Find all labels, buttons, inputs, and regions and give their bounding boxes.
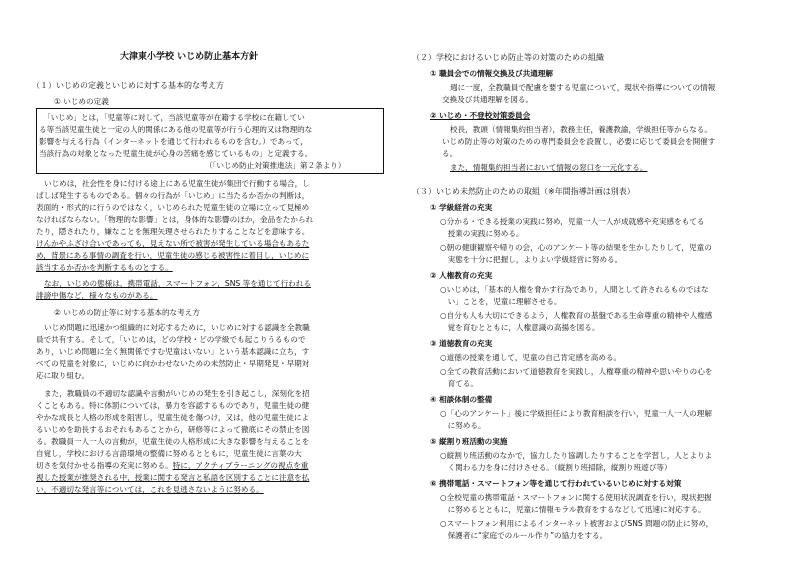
paragraph-line-underlined: けんかやふざけ合いであっても，見えない所で被害が発生している場合もあるた [36,239,310,248]
definition-line: る等当該児童生徒と一定の人的関係にある他の児童等が行う心理的又は物理的な [39,125,313,134]
prevention-item-1-title: ① 学級経営の充実 [430,203,493,212]
prevention-line: ○縦割り班活動のなかで，協力したり協調したりすることを学習し，人とよりよ [440,451,713,460]
left-column [34,0,388,582]
definition-box [36,108,384,174]
paragraph-line: 応に取り組む。 [36,371,90,380]
org-item-line: 交換及び共通理解を図る。 [442,95,534,104]
paragraph-line-underlined: なお，いじめの態様は，携帯電話，スマートフォン，SNS 等を通じて行われる [44,279,311,288]
prevention-item-4-title: ④ 相談体制の整備 [430,395,493,404]
prevention-line: 育てる。 [440,379,478,388]
prevention-line: ○いじめは，「基本的人権を脅かす行為であり，人間として許されるものではな [440,285,709,294]
paragraph-line: 員で共有する。そして，「いじめは，どの学校・どの学級でも起こりうるもので [36,335,306,344]
paragraph-line-underlined: 該当するか否かを判断するものとする。 [36,263,173,272]
section-1-heading: （１）いじめの定義といじめに対する基本的な考え方 [32,81,224,90]
paragraph-line-underlined: め，背景にある事情の調査を行い，児童生徒の感じる被害性に着目し，いじめに [36,251,310,260]
paragraph-line-underlined: 誹謗中傷など，様々なものがある。 [36,291,158,300]
prevention-line: 覚を育むとともに，人権意識の高揚を図る。 [440,323,600,332]
org-item-note: また，情報集約担当者において情報の窓口を一元化する。 [450,163,648,172]
section-3-heading: （３）いじめ未然防止のための取組（※年間指導計画は別表） [412,187,635,196]
paragraph-text: 切さを気付かせる指導の充実に努める。 [36,461,173,470]
subsection-2-heading: ② いじめの防止等に対する基本的な考え方 [54,308,200,317]
prevention-line: ○道徳の授業を通して，児童の自己肯定感を高める。 [440,353,622,362]
paragraph-line: なければならない。「物理的な影響」とは，身体的な影響のほか，金品をたかられ [36,215,314,224]
prevention-line: い」ことを，児童に理解させる。 [440,297,562,306]
prevention-line: ○分かる・できる授業の実践に努め，児童一人一人が成就感や充実感をもてる [440,217,705,226]
prevention-line: く関わる力を身に付けさせる。（縦割り班掃除，縦割り班遊び等） [440,463,672,472]
org-item-line: 週に一度，全教職員で配慮を要する児童について，現状や指導についての情報 [450,83,716,92]
prevention-line: ○全校児童の携帯電話・スマートフォンに関する使用状況調査を行い，現状把握 [440,493,712,502]
paragraph-line: いじめは，社会性を身に付ける途上にある児童生徒が集団で行動する場合，し [44,179,310,188]
definition-line: 当該行為の対象となった児童生徒が心身の苦痛を感じているもの」と定義する。 [39,149,313,158]
paragraph-line-underlined: い，不適切な発言等については，これを見逃さないように努める。 [36,485,264,494]
prevention-item-3-title: ③ 道徳教育の充実 [430,339,493,348]
prevention-item-6-title: ⑥ 携帯電話・スマートフォン等を通じて行われているいじめに対する対策 [430,479,682,488]
prevention-line: 授業の実践に努める。 [440,229,524,238]
prevention-line: ○自分も人も大切にできるよう，人権教育の基盤である生命尊重の精神や人権感 [440,311,713,320]
paragraph-line-with-tail [36,460,308,471]
paragraph-line-underlined: 視した授業が推奨される中，授業に関する発言と私語を区別することに注意を払 [36,473,310,482]
org-item-2-title: ② いじめ・不登校対策委員会 [430,111,531,120]
prevention-line: ○スマートフォン利用によるインターネット被害およびSNS 問題の防止に努め， [440,519,714,528]
definition-source: （「いじめ防止対策推進法」第２条より） [205,161,346,170]
paragraph-line: くこともある。特に体罰については，暴力を容認するものであり，児童生徒の健 [36,401,310,410]
prevention-line: 保護者に“家庭でのルール作り”の協力をする。 [440,531,608,540]
paragraph-text-underlined: 特に，アクティブラーニングの視点を重 [172,461,309,470]
subsection-1-heading: ① いじめの定義 [54,97,109,106]
org-item-1-title: ① 職員会での情報交換及び共通理解 [430,69,553,78]
paragraph-line: 自覚し，学校における言語環境の整備に努めるとともに，児童生徒に言葉の大 [36,449,302,458]
org-item-line: いじめ防止等の対策のための専門委員会を設置し，必要に応じて委員会を開催す [442,137,716,146]
paragraph-line: また，教職員の不適切な認識や言動がいじめの発生を引き起こし，深刻化を招 [44,389,310,398]
paragraph-line: ばしば発生するものである。個々の行為が「いじめ」に当たるか否かの判断は， [36,191,310,200]
prevention-item-2-title: ② 人権教育の充実 [430,271,493,280]
paragraph-line: べての児童を対象に，いじめに向かわせないための未然防止・早期発見・早期対 [36,359,310,368]
org-item-line: 校長，教頭（情報集約担当者），教務主任，養護教諭，学級担任等からなる。 [450,125,712,134]
section-2-heading: （２）学校におけるいじめ防止等の対策のための組織 [412,53,604,62]
prevention-line: ○全ての教育活動において道徳教育を実践し，人権尊重の精神や思いやりの心を [440,367,713,376]
org-item-line: る。 [442,149,458,158]
paragraph-line: るいじめを助長するおそれもあることから，研修等によって徹底にその禁止を図 [36,425,310,434]
prevention-line: に努めるとともに，児童に情報モラル教育をするなどして迅速に対応する。 [440,505,706,514]
paragraph-line: たり，隠されたり，嫌なことを無理矢理させられたりすることなどを意味する。 [36,227,310,236]
prevention-line: に努める。 [440,421,486,430]
prevention-line: ○「心のアンケート」後に学級担任により教育相談を行い，児童一人一人の理解 [440,409,712,418]
paragraph-line: 表面的・形式的に行うのではなく，いじめられた児童生徒の立場に立って見極め [36,203,310,212]
definition-line: 影響を与える行為（インターネットを通じて行われるものを含む。）であって， [39,137,308,146]
prevention-line: ○朝の健康観察や帰りの会，心のアンケート等の結果を生かしたりして，児童の [440,243,712,252]
paragraph-line: いじめ問題に迅速かつ組織的に対応するために，いじめに対する認識を全教職 [44,323,310,332]
right-column [412,0,768,582]
page-title: 大津東小学校 いじめ防止基本方針 [120,52,259,62]
paragraph-line: る。教職員一人一人の言動が，児童生徒の人格形成に大きな影響を与えることを [36,437,310,446]
definition-line: 「いじめ」とは，「児童等に対して，当該児童等が在籍する学校に在籍してい [43,113,305,122]
prevention-item-5-title: ⑤ 縦割り班活動の実施 [430,437,508,446]
paragraph-line: やかな成長と人格の形成を阻害し，児童生徒を傷つけ，又は，他の児童生徒によ [36,413,310,422]
paragraph-line: あり，いじめ問題に全く無関係ですむ児童はいない」という基本認識に立ち，す [36,347,310,356]
prevention-line: 実態を十分に把握し，よりよい学級経営に努める。 [440,255,623,264]
